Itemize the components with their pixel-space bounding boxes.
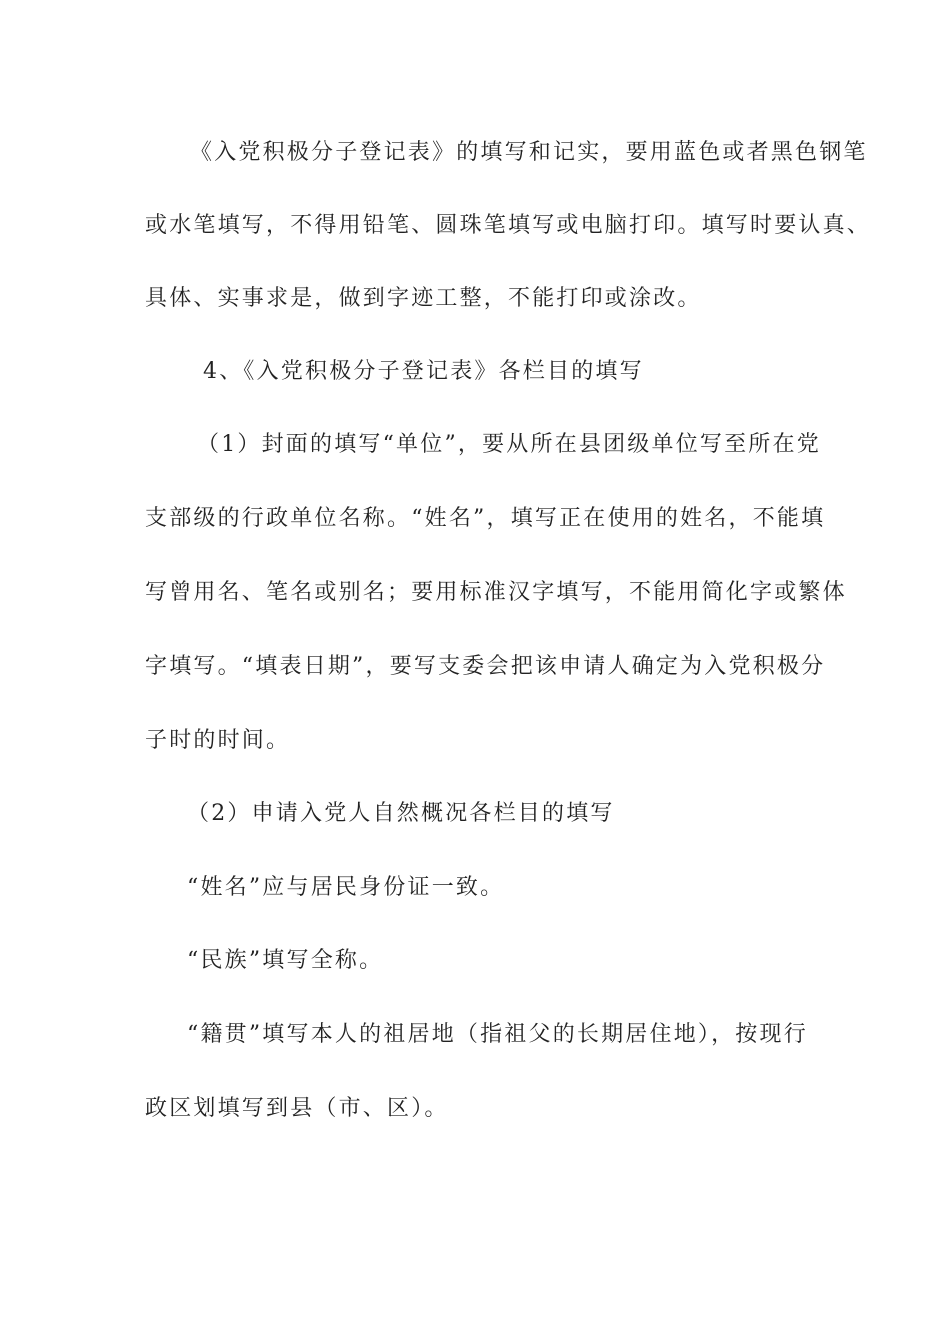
subsection-heading-line: （1）封面的填写“单位”，要从所在县团级单位写至所在党 xyxy=(197,432,821,457)
paragraph-line: “姓名”应与居民身份证一致。 xyxy=(187,875,505,900)
paragraph-line: 字填写。“填表日期”，要写支委会把该申请人确定为入党积极分 xyxy=(145,654,826,679)
paragraph-line: “籍贯”填写本人的祖居地（指祖父的长期居住地），按现行 xyxy=(187,1022,808,1047)
paragraph-line: 子时的时间。 xyxy=(145,728,291,753)
paragraph-line: 写曾用名、笔名或别名；要用标准汉字填写，不能用简化字或繁体 xyxy=(145,580,847,605)
paragraph-line: “民族”填写全称。 xyxy=(187,948,384,973)
subsection-heading: （2）申请入党人自然概况各栏目的填写 xyxy=(187,801,615,826)
paragraph-line: 支部级的行政单位名称。“姓名”，填写正在使用的姓名，不能填 xyxy=(145,506,826,531)
section-heading: 4、《入党积极分子登记表》各栏目的填写 xyxy=(203,359,644,384)
paragraph-line: 《入党积极分子登记表》的填写和记实，要用蓝色或者黑色钢笔 xyxy=(190,140,868,165)
paragraph-line: 具体、实事求是，做到字迹工整，不能打印或涂改。 xyxy=(145,286,702,311)
paragraph-line: 或水笔填写，不得用铅笔、圆珠笔填写或电脑打印。填写时要认真、 xyxy=(145,213,872,238)
paragraph-line: 政区划填写到县（市、区）。 xyxy=(145,1096,449,1121)
